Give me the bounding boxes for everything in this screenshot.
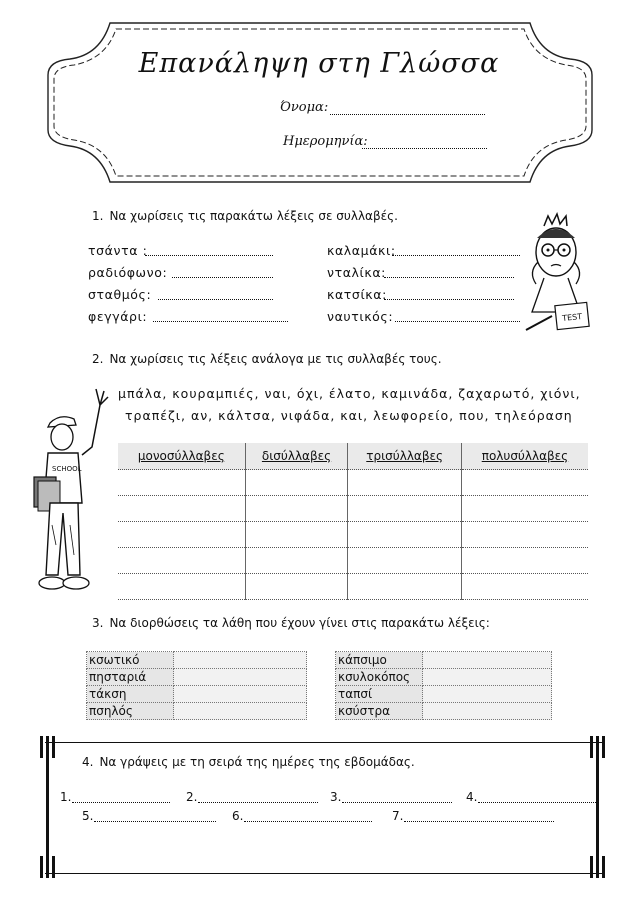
table-row (118, 574, 588, 600)
correction-field[interactable] (174, 652, 307, 669)
corrections-table-right (335, 651, 552, 720)
q3-text: Να διορθώσεις τα λάθη που έχουν γίνει στις παρακάτω λέξεις: (109, 616, 490, 630)
table-row (336, 652, 552, 669)
svg-text:TEST: TEST (561, 311, 583, 324)
day-answer-line[interactable] (404, 821, 554, 822)
header-monosyllabic: μονοσύλλαβες (118, 443, 245, 470)
table-cell[interactable] (348, 574, 461, 600)
box-corner-bar (52, 736, 55, 758)
q1-answer-line[interactable] (395, 321, 520, 322)
header-disyllabic: δισύλλαβες (245, 443, 348, 470)
table-cell[interactable] (461, 522, 588, 548)
svg-text:SCHOOL: SCHOOL (52, 465, 82, 473)
day-number: 4. (466, 790, 478, 804)
day-answer-line[interactable] (342, 802, 452, 803)
q1-answer-line[interactable] (172, 277, 273, 278)
misspelled-word: κσυλοκόπος (336, 669, 423, 686)
day-number: 3. (330, 790, 342, 804)
day-answer-line[interactable] (198, 802, 318, 803)
q1-right-item: καλαμάκι: (327, 243, 396, 258)
date-label: Ημερομηνία: (283, 134, 368, 149)
box-corner-bar (602, 856, 605, 878)
table-cell[interactable] (348, 470, 461, 496)
box-corner-bar (40, 736, 43, 758)
q1-left-item: ραδιόφωνο: (88, 265, 168, 280)
day-number: 2. (186, 790, 198, 804)
day-answer-line[interactable] (478, 802, 596, 803)
q1-answer-line[interactable] (392, 255, 520, 256)
correction-field[interactable] (423, 669, 552, 686)
correction-field[interactable] (174, 703, 307, 720)
q2-text: Να χωρίσεις τις λέξεις ανάλογα με τις συλλαβές τους. (109, 352, 442, 366)
q1-answer-line[interactable] (384, 277, 514, 278)
q2-instruction (92, 352, 442, 366)
date-field[interactable] (362, 148, 487, 149)
table-cell[interactable] (118, 470, 245, 496)
q2-number: 2. (92, 352, 104, 366)
table-cell[interactable] (461, 548, 588, 574)
table-cell[interactable] (118, 496, 245, 522)
table-row (336, 686, 552, 703)
box-right-border (596, 736, 599, 878)
q1-answer-line[interactable] (145, 255, 273, 256)
table-row (118, 470, 588, 496)
box-corner-bar (590, 856, 593, 878)
table-cell[interactable] (245, 496, 348, 522)
box-left-border (46, 736, 49, 878)
header-polysyllabic: πολυσύλλαβες (461, 443, 588, 470)
box-corner-bar (40, 856, 43, 878)
table-row (336, 669, 552, 686)
table-row (118, 548, 588, 574)
q2-word-list-line2: τραπέζι, αν, κάλτσα, νιφάδα, και, λεωφορείο, που, τηλεόραση (125, 408, 573, 423)
table-cell[interactable] (461, 470, 588, 496)
table-cell[interactable] (461, 574, 588, 600)
day-answer-line[interactable] (244, 821, 372, 822)
q4-text: Να γράψεις με τη σειρά της ημέρες της εβδομάδας. (99, 755, 415, 769)
correction-field[interactable] (423, 703, 552, 720)
q1-left-item: φεγγάρι: (88, 309, 148, 324)
table-cell[interactable] (461, 496, 588, 522)
table-cell[interactable] (118, 548, 245, 574)
table-row (87, 703, 307, 720)
q1-text: Να χωρίσεις τις παρακάτω λέξεις σε συλλαβές. (109, 209, 398, 223)
misspelled-word: κάπσιμο (336, 652, 423, 669)
misspelled-word: κσύστρα (336, 703, 423, 720)
box-corner-bar (590, 736, 593, 758)
q1-answer-line[interactable] (384, 299, 514, 300)
table-cell[interactable] (348, 548, 461, 574)
q1-answer-line[interactable] (158, 299, 273, 300)
table-row (118, 522, 588, 548)
table-cell[interactable] (245, 470, 348, 496)
correction-field[interactable] (174, 686, 307, 703)
table-cell[interactable] (118, 574, 245, 600)
table-cell[interactable] (245, 548, 348, 574)
table-row (87, 669, 307, 686)
q1-right-item: ναυτικός: (327, 309, 394, 324)
q2-word-list-line1: μπάλα, κουραμπιές, ναι, όχι, έλατο, καμινάδα, ζαχαρωτό, χιόνι, (118, 386, 581, 401)
box-corner-bar (602, 736, 605, 758)
day-number: 7. (392, 809, 404, 823)
q4-instruction (82, 755, 415, 769)
day-answer-line[interactable] (94, 821, 216, 822)
q1-right-item: κατσίκα: (327, 287, 387, 302)
day-number: 6. (232, 809, 244, 823)
table-row (336, 703, 552, 720)
misspelled-word: τάκση (87, 686, 174, 703)
page-title: Επανάληψη στη Γλώσσα (138, 48, 500, 79)
boy-with-books-illustration (30, 385, 118, 600)
q1-left-item: σταθμός: (88, 287, 152, 302)
table-cell[interactable] (348, 496, 461, 522)
table-row (87, 652, 307, 669)
table-cell[interactable] (348, 522, 461, 548)
misspelled-word: πησταριά (87, 669, 174, 686)
boy-with-glasses-illustration (522, 212, 594, 336)
table-header-row (118, 443, 588, 470)
correction-field[interactable] (174, 669, 307, 686)
box-corner-bar (52, 856, 55, 878)
name-field[interactable] (330, 114, 485, 115)
day-number: 1. (60, 790, 72, 804)
q1-instruction (92, 209, 398, 223)
misspelled-word: πσηλός (87, 703, 174, 720)
q1-answer-line[interactable] (153, 321, 288, 322)
table-cell[interactable] (245, 574, 348, 600)
header-trisyllabic: τρισύλλαβες (348, 443, 461, 470)
corrections-table-left (86, 651, 307, 720)
q1-number: 1. (92, 209, 104, 223)
correction-field[interactable] (423, 686, 552, 703)
misspelled-word: ταπσί (336, 686, 423, 703)
table-row (118, 496, 588, 522)
day-answer-line[interactable] (72, 802, 170, 803)
q3-instruction (92, 616, 490, 630)
misspelled-word: κσωτικό (87, 652, 174, 669)
table-cell[interactable] (245, 522, 348, 548)
correction-field[interactable] (423, 652, 552, 669)
day-number: 5. (82, 809, 94, 823)
q3-number: 3. (92, 616, 104, 630)
q1-right-item: νταλίκα: (327, 265, 386, 280)
syllables-table (118, 443, 588, 600)
q4-number: 4. (82, 755, 94, 769)
table-cell[interactable] (118, 522, 245, 548)
q1-left-item: τσάντα : (88, 243, 148, 258)
name-label: Όνομα: (280, 100, 329, 115)
table-row (87, 686, 307, 703)
